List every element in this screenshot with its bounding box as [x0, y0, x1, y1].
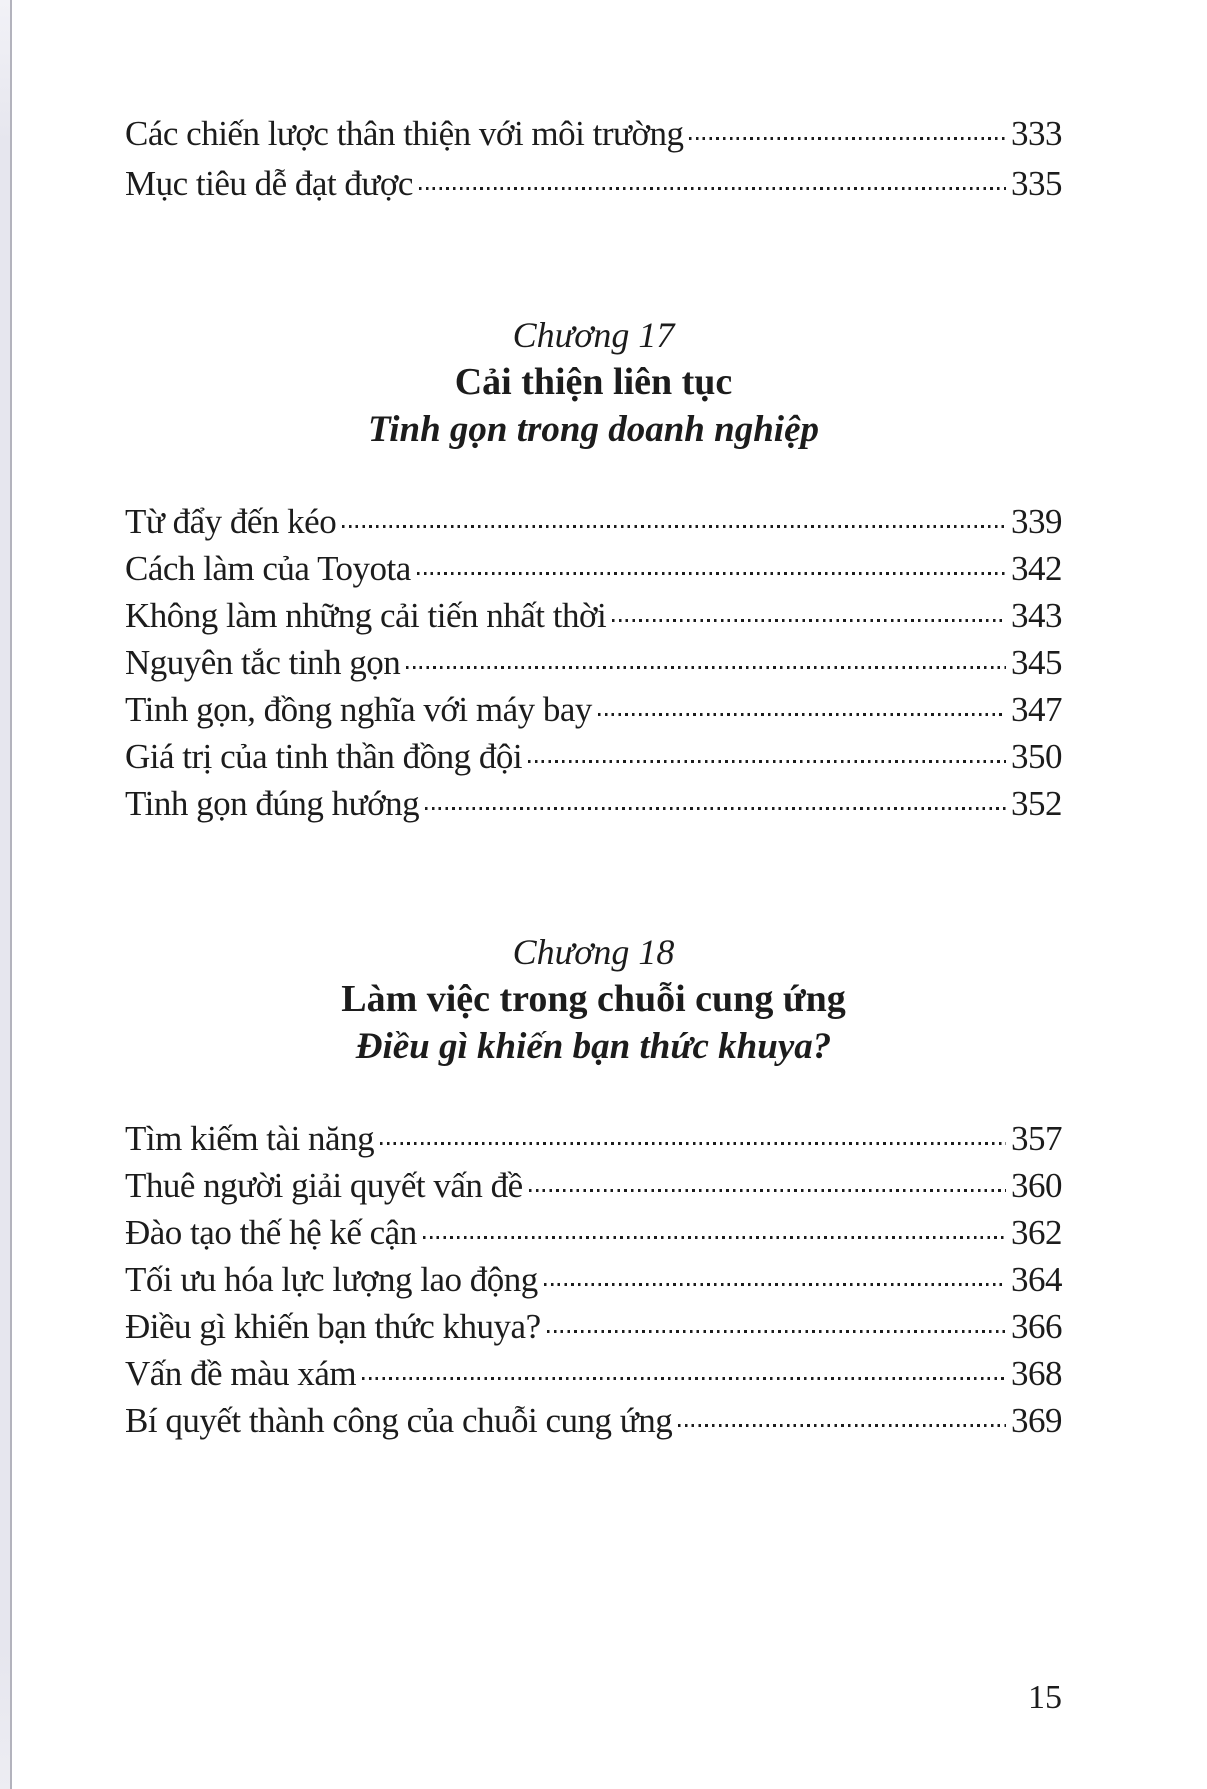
toc-entry [125, 1397, 1062, 1444]
toc-entry-title: Các chiến lược thân thiện với môi trường [125, 114, 684, 153]
toc-entry-title: Thuê người giải quyết vấn đề [125, 1166, 523, 1205]
toc-entry [125, 110, 1062, 160]
toc-entry [125, 1256, 1062, 1303]
toc-content [125, 0, 1062, 1444]
toc-entry [125, 1350, 1062, 1397]
dot-leader [547, 1330, 1006, 1333]
toc-entry-page-number: 368 [1011, 1354, 1062, 1393]
chapter-label: Chương 17 [512, 315, 675, 355]
toc-entry [125, 545, 1062, 592]
toc-entry-page-number: 333 [1011, 114, 1062, 153]
toc-entry [125, 780, 1062, 827]
page-left-edge [0, 0, 12, 1789]
dot-leader [423, 1236, 1006, 1239]
chapter-subtitle: Điều gì khiến bạn thức khuya? [355, 1026, 832, 1067]
dot-leader [380, 1142, 1006, 1145]
chapter-section [125, 929, 1062, 1444]
toc-entry-title: Không làm những cải tiến nhất thời [125, 596, 607, 635]
toc-entry [125, 733, 1062, 780]
dot-leader [612, 619, 1006, 622]
toc-entry [125, 1115, 1062, 1162]
toc-entry-title: Vấn đề màu xám [125, 1354, 357, 1393]
toc-entry-title: Tìm kiếm tài năng [125, 1119, 375, 1158]
toc-entry-page-number: 342 [1011, 549, 1062, 588]
toc-entry-page-number: 357 [1011, 1119, 1062, 1158]
toc-entry-title: Điều gì khiến bạn thức khuya? [125, 1307, 541, 1346]
toc-entry-page-number: 364 [1011, 1260, 1062, 1299]
dot-leader [544, 1283, 1006, 1286]
toc-entry-title: Giá trị của tinh thần đồng đội [125, 737, 523, 776]
dot-leader [406, 666, 1006, 669]
toc-entry-page-number: 366 [1011, 1307, 1062, 1346]
dot-leader [417, 572, 1006, 575]
toc-entry [125, 1162, 1062, 1209]
toc-entry [125, 160, 1062, 210]
dot-leader [598, 713, 1006, 716]
dot-leader [528, 760, 1006, 763]
toc-entry-page-number: 360 [1011, 1166, 1062, 1205]
toc-entry-title: Tinh gọn, đồng nghĩa với máy bay [125, 690, 592, 729]
toc-entry [125, 686, 1062, 733]
dot-leader [678, 1424, 1006, 1427]
toc-entry-page-number: 343 [1011, 596, 1062, 635]
toc-entry-page-number: 339 [1011, 502, 1062, 541]
toc-entry-page-number: 369 [1011, 1401, 1062, 1440]
dot-leader [362, 1377, 1006, 1380]
chapter-section [125, 312, 1062, 827]
toc-entry [125, 1303, 1062, 1350]
toc-entry-title: Tinh gọn đúng hướng [125, 784, 420, 823]
page-number: 15 [1028, 1679, 1062, 1716]
toc-entry-title: Tối ưu hóa lực lượng lao động [125, 1260, 538, 1299]
chapter-heading [125, 929, 1062, 1071]
toc-entry-title: Từ đẩy đến kéo [125, 502, 337, 541]
toc-entry [125, 498, 1062, 545]
dot-leader [529, 1189, 1006, 1192]
toc-entry-page-number: 347 [1011, 690, 1062, 729]
chapter-title: Làm việc trong chuỗi cung ứng [341, 978, 846, 1020]
chapters-container [125, 312, 1062, 1444]
toc-entry-title: Mục tiêu dễ đạt được [125, 164, 413, 203]
chapter-entries [125, 498, 1062, 827]
toc-entry-title: Nguyên tắc tinh gọn [125, 643, 401, 682]
toc-entry [125, 1209, 1062, 1256]
toc-entry-title: Đào tạo thế hệ kế cận [125, 1213, 417, 1252]
chapter-entries [125, 1115, 1062, 1444]
toc-entry [125, 639, 1062, 686]
dot-leader [419, 187, 1006, 190]
chapter-subtitle: Tinh gọn trong doanh nghiệp [367, 409, 819, 450]
chapter-heading [125, 312, 1062, 454]
toc-entry-page-number: 335 [1011, 164, 1062, 203]
toc-entry-page-number: 345 [1011, 643, 1062, 682]
toc-entry-page-number: 352 [1011, 784, 1062, 823]
chapter-title: Cải thiện liên tục [454, 361, 733, 403]
chapter-label: Chương 18 [512, 932, 675, 972]
toc-entry-title: Cách làm của Toyota [125, 549, 411, 588]
dot-leader [425, 807, 1006, 810]
toc-entry-page-number: 362 [1011, 1213, 1062, 1252]
dot-leader [342, 525, 1006, 528]
toc-entry [125, 592, 1062, 639]
dot-leader [689, 137, 1006, 140]
leading-entries [125, 110, 1062, 210]
toc-entry-page-number: 350 [1011, 737, 1062, 776]
toc-entry-title: Bí quyết thành công của chuỗi cung ứng [125, 1401, 673, 1440]
